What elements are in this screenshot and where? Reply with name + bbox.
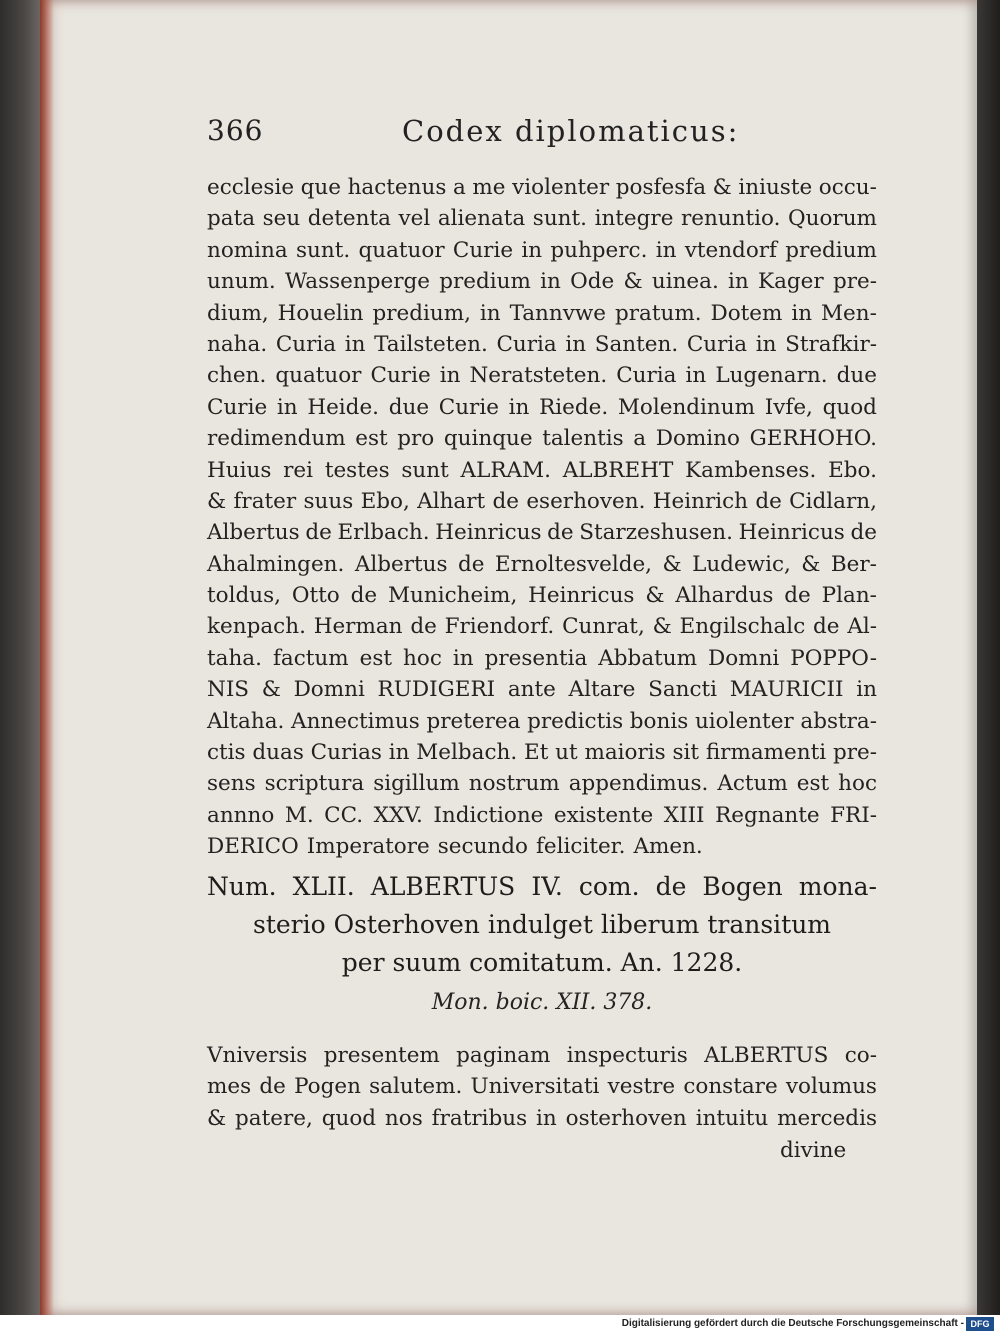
word: Alhart [417, 488, 486, 514]
word: in [276, 394, 298, 420]
word: rei [283, 457, 314, 483]
word: de [547, 520, 574, 546]
text-line [207, 486, 877, 517]
word: Regnante [715, 802, 820, 828]
word: sigillum [373, 771, 460, 797]
word: a [633, 426, 647, 452]
page-red-edge [40, 0, 54, 1315]
word: sunt. [296, 237, 351, 263]
footer-credit: Digitalisierung gefördert durch die Deutsche Forschungsgemeinschaft - [621, 1318, 964, 1329]
scan-background-right [977, 0, 1000, 1315]
word: in [791, 300, 813, 326]
word: Huius [207, 457, 272, 483]
word: Starzeshusen. [579, 520, 733, 546]
word: in [388, 740, 410, 766]
word: occu- [818, 175, 877, 200]
word: ante [507, 677, 556, 703]
word: XIII [663, 802, 705, 828]
word: de [410, 614, 437, 640]
word: Molendinum [617, 394, 756, 420]
word: integre [594, 206, 674, 232]
word: FRI- [830, 802, 877, 828]
word: uinea. [651, 269, 719, 295]
word: frater [233, 488, 297, 514]
word: toldus, [207, 583, 281, 609]
catchword: divine [780, 1138, 847, 1163]
text-line [207, 768, 877, 799]
word: XXV. [373, 802, 423, 828]
word: Tannvwe [509, 300, 607, 326]
word: vel [398, 206, 431, 232]
text-line [207, 643, 877, 674]
word: pre- [832, 269, 877, 295]
word: Heinricus [528, 583, 635, 609]
word: redimendum [207, 426, 346, 452]
word: Quorum [788, 206, 877, 232]
word: detenta [307, 206, 391, 232]
word: Heinrich [652, 488, 749, 514]
word: renuntio. [680, 206, 781, 232]
word: Ludewic, [692, 551, 791, 577]
word: in [479, 300, 501, 326]
word: NIS [207, 677, 250, 703]
word: Kambenses. [685, 457, 817, 483]
heading-line-3: per suum comitatum. An. 1228. [341, 948, 743, 977]
text-line [207, 266, 877, 297]
word: sunt [401, 457, 449, 483]
word: & [712, 175, 732, 200]
word: predium [785, 237, 877, 263]
word: fratribus [431, 1105, 528, 1131]
word: Neratsteten. [469, 363, 608, 389]
word: chen. [207, 363, 267, 389]
word: Wassenperge [285, 269, 430, 295]
word: salutem. [369, 1074, 463, 1100]
word: Heinricus [435, 520, 542, 546]
word: nomina [207, 237, 288, 263]
word: M. [284, 802, 314, 828]
word: Universitati [470, 1074, 600, 1100]
word: & [801, 551, 821, 577]
word: Domino [655, 426, 740, 452]
word: Ahalmingen. [207, 551, 345, 577]
word: in [540, 269, 561, 295]
word: Curie [207, 394, 268, 420]
word: presentia [484, 645, 588, 671]
word: naha. [207, 331, 268, 357]
word: Ode [570, 269, 615, 295]
word: Al- [847, 614, 877, 640]
word: Dotem [710, 300, 783, 326]
word: testes [324, 457, 390, 483]
word: annno [207, 802, 275, 828]
word: Curias [310, 740, 382, 766]
word: Lugenarn. [715, 363, 828, 389]
word: in [439, 363, 461, 389]
word: intuitu [695, 1105, 769, 1131]
word: & [207, 488, 227, 514]
text-line [207, 549, 877, 580]
word: nos [384, 1105, 423, 1131]
word: sunt. [532, 206, 587, 232]
word: POPPO- [790, 645, 877, 671]
word: Altaha. [207, 708, 285, 734]
word: puhperc. [550, 237, 648, 263]
word: uiolenter [694, 708, 794, 734]
text-line [207, 831, 877, 862]
word: mes [207, 1074, 252, 1100]
word: in [452, 645, 474, 671]
word: quatuor [275, 363, 362, 389]
word: mercedis [777, 1105, 877, 1131]
word: factum [272, 645, 349, 671]
word: predictis [527, 708, 624, 734]
body-text [207, 172, 877, 863]
word: Santen. [594, 331, 679, 357]
word: & [652, 614, 672, 640]
word: seu [262, 206, 301, 232]
word: Otto [291, 583, 340, 609]
word: due [836, 363, 877, 389]
word: Vniversis [207, 1043, 308, 1068]
word: Municheim, [387, 583, 518, 609]
text-line [207, 706, 877, 737]
word: pratum. [614, 300, 702, 326]
word: Curia [686, 331, 748, 357]
word: in [755, 331, 777, 357]
word: inspecturis [566, 1043, 688, 1068]
word: in [655, 237, 677, 263]
word: predium [439, 269, 531, 295]
word: Albertus [207, 520, 300, 546]
word: Ebo. [828, 457, 877, 483]
word: Kager [758, 269, 824, 295]
word: de [784, 583, 811, 609]
word: Engilschalc [679, 614, 806, 640]
word: de [492, 488, 519, 514]
word: Houelin [277, 300, 364, 326]
text-line [207, 172, 877, 203]
word: constare [683, 1074, 778, 1100]
word: bonis [629, 708, 689, 734]
text-line [207, 329, 877, 360]
heading-line-2: sterio Osterhoven indulget liberum transitum [252, 910, 831, 939]
text-line [207, 1071, 877, 1102]
word: co- [844, 1043, 877, 1068]
scan-background-left [0, 0, 40, 1315]
word: & [662, 551, 682, 577]
word: quod [822, 394, 877, 420]
word: de [755, 488, 782, 514]
text-line [207, 455, 877, 486]
word: existente [553, 802, 654, 828]
word: Friendorf. [444, 614, 555, 640]
word: in [521, 237, 543, 263]
word: iniuste [738, 175, 813, 200]
word: quinque [443, 426, 533, 452]
text-line [207, 1103, 877, 1134]
word: paginam [456, 1043, 551, 1068]
word: de [457, 551, 485, 577]
word: Alhardus [675, 583, 774, 609]
word: posfesfa [615, 175, 707, 200]
word: Ernoltesvelde, [494, 551, 653, 577]
word: Domni [293, 677, 365, 703]
word: Curie [370, 363, 431, 389]
word: ut [555, 740, 578, 766]
word: Heide. [307, 394, 379, 420]
text-line [207, 203, 877, 234]
word: pro [397, 426, 435, 452]
running-title: Codex diplomaticus: [402, 114, 740, 148]
word: de [305, 520, 332, 546]
word: sens [207, 771, 256, 797]
word: duas [252, 740, 304, 766]
word: Melbach. [416, 740, 518, 766]
word: a [452, 175, 466, 200]
word: Pogen [294, 1074, 361, 1100]
word: & [261, 677, 281, 703]
word: Plan- [821, 583, 877, 609]
word: de [350, 583, 378, 609]
word: & [207, 1105, 227, 1131]
word: quatuor [358, 237, 445, 263]
word: DERICO [207, 834, 299, 860]
word: que [300, 175, 341, 200]
text-line [207, 235, 877, 266]
word: est [355, 426, 388, 452]
word: Herman [313, 614, 403, 640]
word: Imperatore [306, 834, 430, 860]
word: nostrum [468, 771, 560, 797]
word: preterea [426, 708, 521, 734]
word: Cunrat, [562, 614, 645, 640]
page-number: 366 [207, 114, 264, 147]
word: kenpach. [207, 614, 306, 640]
word: scriptura [264, 771, 365, 797]
source-citation: Mon. boic. XII. 378. [431, 990, 653, 1015]
word: in [856, 677, 877, 703]
word: hoc [403, 645, 442, 671]
word: de [259, 1074, 286, 1100]
word: est [359, 645, 393, 671]
word: MAURICII [729, 677, 844, 703]
word: ecclesie [207, 175, 295, 200]
word: Riede. [539, 394, 609, 420]
word: Strafkir- [785, 331, 877, 357]
word: quod [321, 1105, 377, 1131]
word: unum. [207, 269, 276, 295]
word: sit [672, 740, 700, 766]
word: presentem [323, 1043, 440, 1068]
word: hactenus [347, 175, 447, 200]
word: eserhoven. [526, 488, 646, 514]
word: in [728, 269, 749, 295]
word: Curia [496, 331, 557, 357]
word: Cidlarn, [789, 488, 877, 514]
word: ALBREHT [562, 457, 674, 483]
word: Et [524, 740, 549, 766]
word: Actum [717, 771, 788, 797]
word: RUDIGERI [377, 677, 496, 703]
word: talentis [542, 426, 624, 452]
dfg-logo-icon: DFG [966, 1317, 994, 1331]
word: alienata [437, 206, 526, 232]
word: & [623, 269, 643, 295]
word: Curie [438, 394, 499, 420]
word: de [813, 614, 840, 640]
word: & [645, 583, 665, 609]
word: Albertus [354, 551, 448, 577]
word: due [388, 394, 430, 420]
word: Erlbach. [337, 520, 430, 546]
word: Heinricus [738, 520, 845, 546]
word: taha. [207, 645, 262, 671]
word: vtendorf [684, 237, 778, 263]
word: abstra- [800, 708, 877, 734]
text-line [207, 1040, 877, 1071]
page-header [207, 114, 877, 154]
word: Altare [568, 677, 636, 703]
document-heading [207, 868, 877, 982]
text-line [207, 392, 877, 423]
word: secundo [437, 834, 528, 860]
word: in [344, 331, 366, 357]
word: Indictione [433, 802, 544, 828]
word: Sancti [648, 677, 718, 703]
word: me [472, 175, 506, 200]
word: Curie [452, 237, 514, 263]
text-line [207, 423, 877, 454]
word: Amen. [633, 834, 703, 860]
word: maioris [584, 740, 666, 766]
word: Abbatum [598, 645, 698, 671]
word: osterhoven [565, 1105, 687, 1131]
text-line [207, 517, 877, 548]
word: feliciter. [535, 834, 626, 860]
word: pre- [832, 740, 877, 766]
word: CC. [324, 802, 364, 828]
word: pata [207, 206, 256, 232]
text-line [207, 580, 877, 611]
text-line [207, 298, 877, 329]
text-line [207, 737, 877, 768]
word: ALBERTUS [704, 1043, 829, 1068]
word: hoc [838, 771, 877, 797]
word: in [565, 331, 587, 357]
word: Domni [708, 645, 780, 671]
heading-line-1: Num. XLII. ALBERTUS IV. com. de Bogen mona- [207, 872, 877, 901]
text-line [207, 674, 877, 705]
word: suus [303, 488, 354, 514]
text-line [207, 611, 877, 642]
charter-text [207, 1040, 877, 1134]
word: in [508, 394, 530, 420]
word: Ivfe, [764, 394, 813, 420]
word: in [685, 363, 707, 389]
word: volumus [785, 1074, 877, 1100]
text-line [207, 360, 877, 391]
word: Ber- [830, 551, 877, 577]
word: Ebo, [360, 488, 410, 514]
word: Curia [616, 363, 677, 389]
word: dium, [207, 300, 269, 326]
word: Tailsteten. [374, 331, 488, 357]
word: in [536, 1105, 557, 1131]
word: ctis [207, 740, 246, 766]
word: Men- [821, 300, 877, 326]
text-line [207, 800, 877, 831]
word: GERHOHO. [749, 426, 877, 452]
word: patere, [235, 1105, 313, 1131]
word: appendimus. [568, 771, 709, 797]
word: est [796, 771, 830, 797]
word: violenter [512, 175, 610, 200]
word: Annectimus [291, 708, 420, 734]
word: firmamenti [705, 740, 827, 766]
word: vestre [607, 1074, 676, 1100]
word: ALRAM. [460, 457, 551, 483]
word: Curia [275, 331, 337, 357]
word: predium, [372, 300, 471, 326]
word: de [850, 520, 877, 546]
